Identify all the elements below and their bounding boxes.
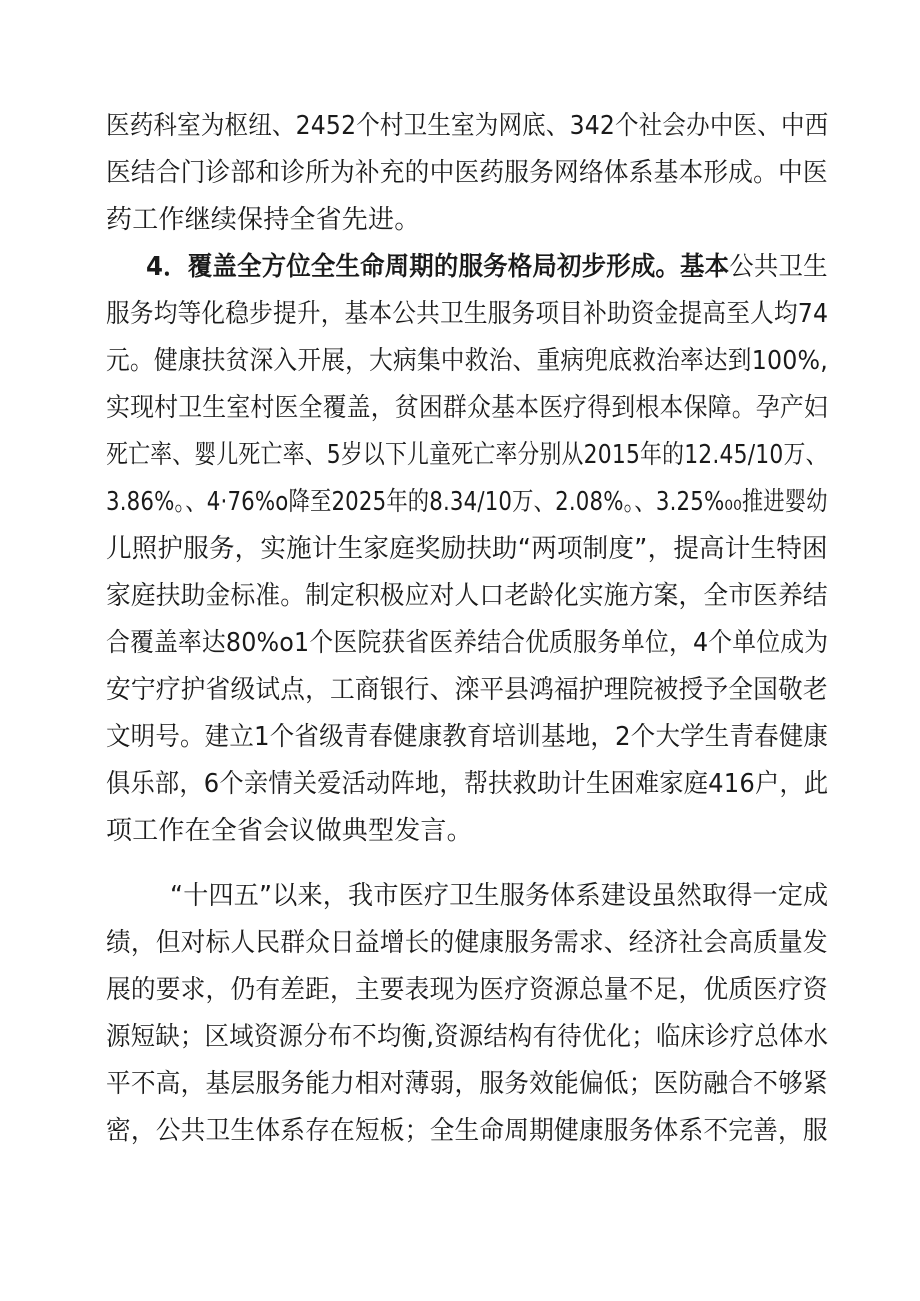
text-line: 死亡率、婴儿死亡率、5岁以下儿童死亡率分别从2015年的12.45/10万、 bbox=[106, 440, 828, 470]
text-line: 平不高，基层服务能力相对薄弱，服务效能偏低；医防融合不够紧 bbox=[106, 1069, 828, 1099]
text-line: 密，公共卫生体系存在短板；全生命周期健康服务体系不完善，服 bbox=[106, 1116, 828, 1146]
text-line: 3.86%。、4·76%o降至2025年的8.34/10万、2.08%。、3.25%₀₀推进婴幼 bbox=[106, 487, 828, 517]
text-line: 绩，但对标人民群众日益增长的健康服务需求、经济社会高质量发 bbox=[106, 928, 828, 958]
section-heading: 4．覆盖全方位全生命周期的服务格局初步形成。基本 bbox=[146, 252, 730, 282]
text-line: 药工作继续保持全省先进。 bbox=[106, 205, 421, 235]
text-line: 实现村卫生室村医全覆盖，贫困群众基本医疗得到根本保障。孕产妇 bbox=[106, 393, 829, 423]
text-line: 项工作在全省会议做典型发言。 bbox=[106, 816, 473, 846]
text-line: 医药科室为枢纽、2452个村卫生室为网底、342个社会办中医、中西 bbox=[106, 111, 829, 141]
text-line: 合覆盖率达80%o1个医院获省医养结合优质服务单位，4个单位成为 bbox=[106, 628, 829, 658]
text-line: 俱乐部，6个亲情关爱活动阵地，帮扶救助计生困难家庭416户，此 bbox=[106, 769, 829, 799]
text-line: 文明号。建立1个省级青春健康教育培训基地，2个大学生青春健康 bbox=[106, 722, 829, 752]
text-line: 服务均等化稳步提升，基本公共卫生服务项目补助资金提高至人均74 bbox=[106, 299, 829, 329]
text-line: 医结合门诊部和诊所为补充的中医药服务网络体系基本形成。中医 bbox=[106, 158, 828, 188]
text-line: 儿照护服务，实施计生家庭奖励扶助“两项制度”，提高计生特困 bbox=[106, 534, 828, 564]
text-line: 源短缺；区域资源分布不均衡,资源结构有待优化；临床诊疗总体水 bbox=[106, 1022, 829, 1052]
section-heading-line: 4．覆盖全方位全生命周期的服务格局初步形成。基本公共卫生 bbox=[146, 252, 828, 282]
text-line: 安宁疗护省级试点，工商银行、滦平县鸿福护理院被授予全国敬老 bbox=[106, 675, 828, 705]
paragraph-start-line: “十四五”以来，我市医疗卫生服务体系建设虽然取得一定成 bbox=[170, 881, 829, 911]
text-line: 元。健康扶贫深入开展，大病集中救治、重病兜底救治率达到100%, bbox=[106, 346, 828, 376]
text-line: 家庭扶助金标准。制定积极应对人口老龄化实施方案，全市医养结 bbox=[106, 581, 828, 611]
text-line: 展的要求，仍有差距，主要表现为医疗资源总量不足，优质医疗资 bbox=[106, 975, 828, 1005]
